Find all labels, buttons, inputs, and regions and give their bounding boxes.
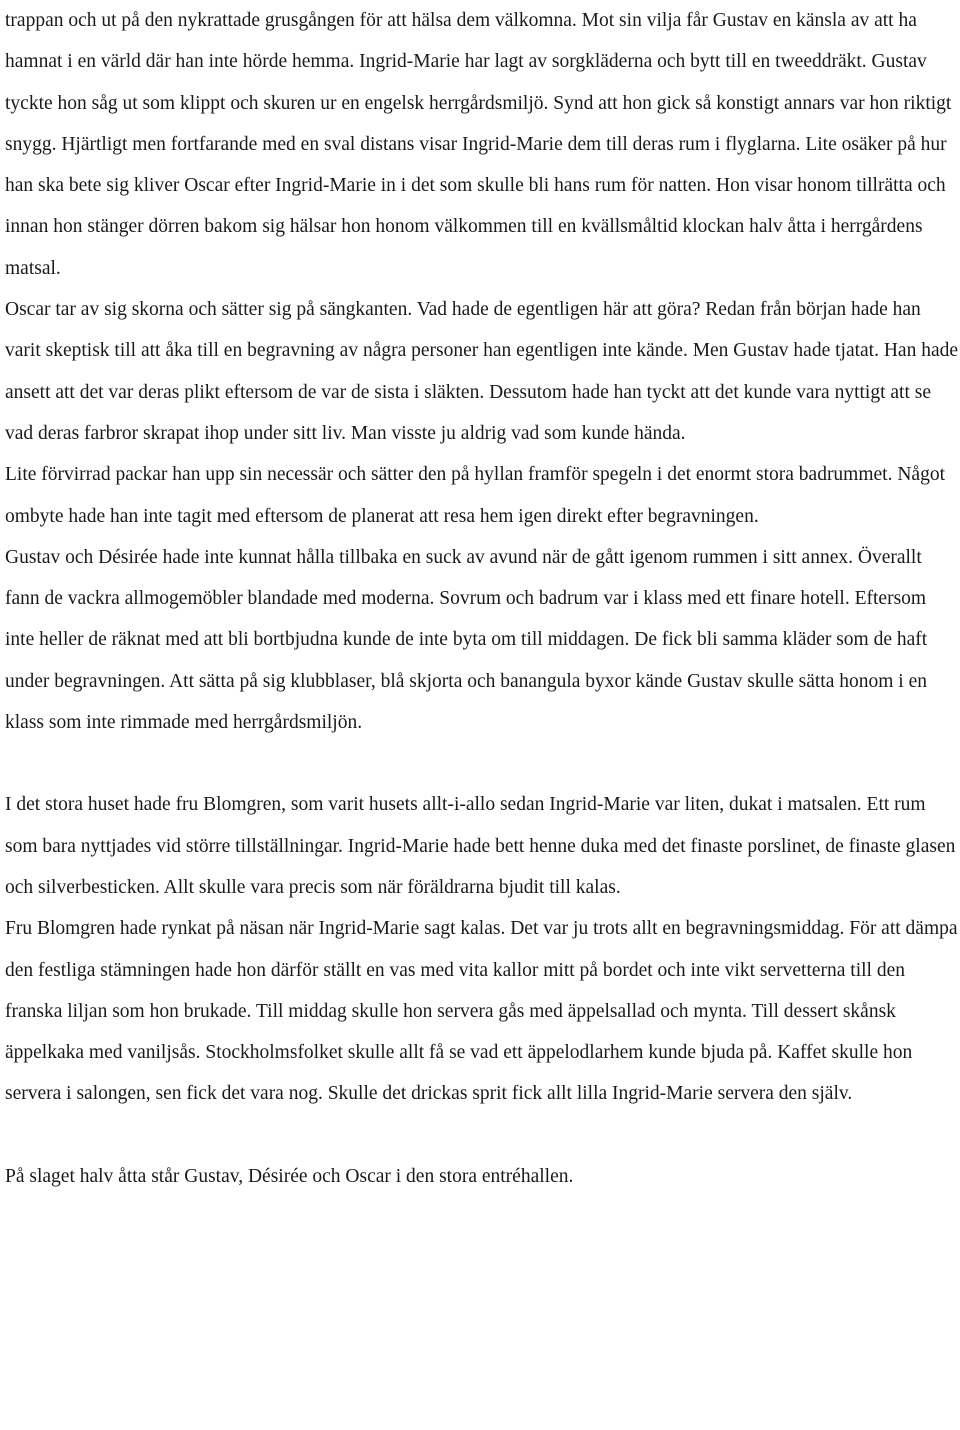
- paragraph-1: trappan och ut på den nykrattade grusgången för att hälsa dem välkomna. Mot sin vilja får Gustav en känsla av att ha hamnat i en värld där han inte hörde hemma. Ingrid-Marie har lagt av sorgkläderna och bytt till en tweeddräkt. Gustav tyckte hon såg ut som klippt och skuren ur en engelsk herrgårdsmiljö. Synd att hon gick så konstigt annars var hon riktigt snygg. Hjärtligt men fortfarande med en sval distans visar Ingrid-Marie dem till deras rum i flyglarna. Lite osäker på hur han ska bete sig kliver Oscar efter Ingrid-Marie in i det som skulle bli hans rum för natten. Hon visar honom tillrätta och innan hon stänger dörren bakom sig hälsar hon honom välkommen till en kvällsmåltid klockan halv åtta i herrgårdens matsal.: [5, 10, 952, 279]
- paragraph-6: Fru Blomgren hade rynkat på näsan när Ingrid-Marie sagt kalas. Det var ju trots allt en begravningsmiddag. För att dämpa den festliga stämningen hade hon därför ställt en vas med vita kallor mitt på bordet och inte vikt servetterna till den franska liljan som hon brukade. Till middag skulle hon servera gås med äppelsallad och mynta. Till dessert skånsk äppelkaka med vaniljsås. Stockholmsfolket skulle allt få se vad ett äppelodlarhem kunde bjuda på. Kaffet skulle hon servera i salongen, sen fick det vara nog. Skulle det drickas sprit fick allt lilla Ingrid-Marie servera den själv.: [5, 918, 958, 1105]
- paragraph-4: Gustav och Désirée hade inte kunnat hålla tillbaka en suck av avund när de gått igenom rummen i sitt annex. Överallt fann de vackra allmogemöbler blandade med moderna. Sovrum och badrum var i klass med ett finare hotell. Eftersom inte heller de räknat med att bli bortbjudna kunde de inte byta om till middagen. De fick bli samma kläder som de haft under begravningen. Att sätta på sig klubblaser, blå skjorta och banangula byxor kände Gustav skulle sätta honom i en klass som inte rimmade med herrgårdsmiljön.: [5, 546, 928, 734]
- paragraph-3: Lite förvirrad packar han upp sin necessär och sätter den på hyllan framför spegeln i det enormt stora badrummet. Något ombyte hade han inte tagit med eftersom de planerat att resa hem igen direkt efter begravningen.: [5, 464, 945, 527]
- paragraph-7: På slaget halv åtta står Gustav, Désirée och Oscar i den stora entréhallen.: [5, 1165, 574, 1187]
- paragraph-5: I det stora huset hade fru Blomgren, som varit husets allt-i-allo sedan Ingrid-Marie var liten, dukat i matsalen. Ett rum som bara nyttjades vid större tillställningar. Ingrid-Marie hade bett henne duka med det finaste porslinet, de finaste glasen och silverbesticken. Allt skulle vara precis som när föräldrarna bjudit till kalas.: [5, 794, 956, 898]
- document-body: [5, 0, 960, 1197]
- paragraph-2: Oscar tar av sig skorna och sätter sig på sängkanten. Vad hade de egentligen här att göra? Redan från början hade han varit skeptisk till att åka till en begravning av några personer han egentligen inte kände. Men Gustav hade tjatat. Han hade ansett att det var deras plikt eftersom de var de sista i släkten. Dessutom hade han tyckt att det kunde vara nyttigt att se vad deras farbror skrapat ihop under sitt liv. Man visste ju aldrig vad som kunde hända.: [5, 299, 959, 444]
